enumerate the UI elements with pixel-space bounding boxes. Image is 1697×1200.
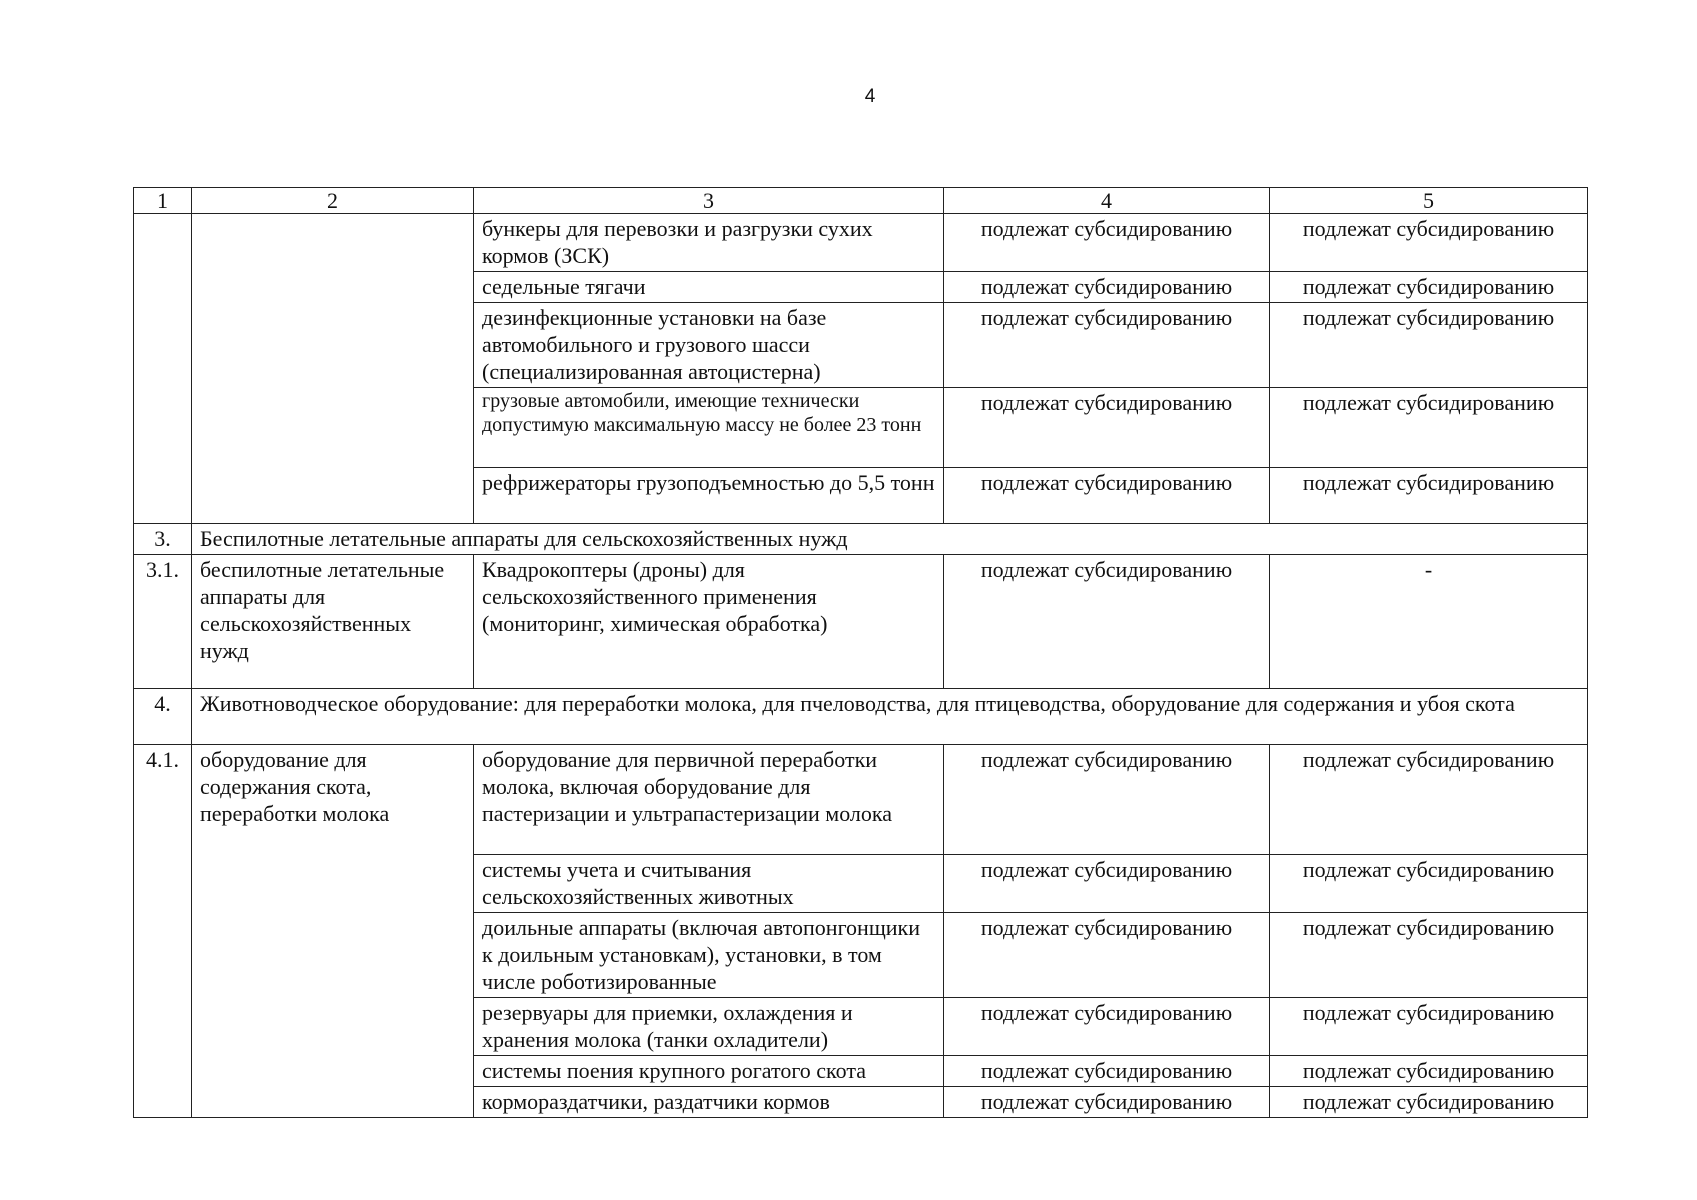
- subsidy-cell-col4: подлежат субсидированию: [944, 998, 1270, 1056]
- subsidy-cell-col4: подлежат субсидированию: [944, 388, 1270, 468]
- subsidy-cell-col5: подлежат субсидированию: [1270, 745, 1588, 855]
- subsidy-cell-col4: подлежат субсидированию: [944, 745, 1270, 855]
- subsidy-cell-col5: подлежат субсидированию: [1270, 388, 1588, 468]
- section-title: Животноводческое оборудование: для переработки молока, для пчеловодства, для птицеводства, оборудование для содержания и убоя скота: [192, 689, 1588, 745]
- equipment-cell: системы поения крупного рогатого скота: [474, 1056, 944, 1087]
- equipment-cell: бункеры для перевозки и разгрузки сухих кормов (ЗСК): [474, 214, 944, 272]
- subsidy-cell-col5: подлежат субсидированию: [1270, 913, 1588, 998]
- header-cell: 5: [1270, 188, 1588, 214]
- page-number: 4: [864, 86, 876, 107]
- subsidy-cell-col5: подлежат субсидированию: [1270, 998, 1588, 1056]
- equipment-cell: оборудование для первичной переработки молока, включая оборудование для пастеризации и ультрапастеризации молока: [474, 745, 944, 855]
- table-row: [134, 745, 1588, 855]
- subsidy-table: [133, 187, 1588, 1118]
- subsidy-cell-col4: подлежат субсидированию: [944, 1087, 1270, 1118]
- subsidy-cell-col4: подлежат субсидированию: [944, 1056, 1270, 1087]
- category-cell: оборудование для содержания скота, переработки молока: [192, 745, 474, 1118]
- equipment-cell: рефрижераторы грузоподъемностью до 5,5 тонн: [474, 468, 944, 524]
- subsidy-cell-col5: -: [1270, 555, 1588, 689]
- section-number: 4.: [134, 689, 192, 745]
- subsidy-cell-col4: подлежат субсидированию: [944, 555, 1270, 689]
- subsidy-cell-col5: подлежат субсидированию: [1270, 303, 1588, 388]
- equipment-cell: Квадрокоптеры (дроны) для сельскохозяйственного применения (мониторинг, химическая обработка): [474, 555, 944, 689]
- section-number: 3.: [134, 524, 192, 555]
- header-cell: 3: [474, 188, 944, 214]
- equipment-cell: резервуары для приемки, охлаждения и хранения молока (танки охладители): [474, 998, 944, 1056]
- header-cell: 2: [192, 188, 474, 214]
- subsidy-cell-col4: подлежат субсидированию: [944, 303, 1270, 388]
- header-cell: 4: [944, 188, 1270, 214]
- item-number: 3.1.: [134, 555, 192, 689]
- empty-number-cell: [134, 214, 192, 524]
- equipment-cell: системы учета и считывания сельскохозяйственных животных: [474, 855, 944, 913]
- empty-category-cell: [192, 214, 474, 524]
- section-row: [134, 524, 1588, 555]
- subsidy-cell-col5: подлежат субсидированию: [1270, 214, 1588, 272]
- subsidy-cell-col5: подлежат субсидированию: [1270, 1087, 1588, 1118]
- subsidy-cell-col4: подлежат субсидированию: [944, 913, 1270, 998]
- section-title: Беспилотные летательные аппараты для сельскохозяйственных нужд: [192, 524, 1588, 555]
- section-row: [134, 689, 1588, 745]
- equipment-cell: грузовые автомобили, имеющие технически допустимую максимальную массу не более 23 тонн: [474, 388, 944, 468]
- subsidy-cell-col5: подлежат субсидированию: [1270, 468, 1588, 524]
- subsidy-cell-col4: подлежат субсидированию: [944, 214, 1270, 272]
- subsidy-cell-col5: подлежат субсидированию: [1270, 855, 1588, 913]
- subsidy-cell-col5: подлежат субсидированию: [1270, 272, 1588, 303]
- equipment-cell: дезинфекционные установки на базе автомобильного и грузового шасси (специализированная автоцистерна): [474, 303, 944, 388]
- equipment-cell: доильные аппараты (включая автопонгонщики к доильным установкам), установки, в том числе роботизированные: [474, 913, 944, 998]
- equipment-cell: кормораздатчики, раздатчики кормов: [474, 1087, 944, 1118]
- header-cell: 1: [134, 188, 192, 214]
- table-row: [134, 555, 1588, 689]
- category-cell: беспилотные летательные аппараты для сельскохозяйственных нужд: [192, 555, 474, 689]
- equipment-cell: седельные тягачи: [474, 272, 944, 303]
- table-row: [134, 214, 1588, 272]
- subsidy-cell-col5: подлежат субсидированию: [1270, 1056, 1588, 1087]
- table-header-row: [134, 188, 1588, 214]
- subsidy-cell-col4: подлежат субсидированию: [944, 272, 1270, 303]
- item-number: 4.1.: [134, 745, 192, 1118]
- subsidy-cell-col4: подлежат субсидированию: [944, 855, 1270, 913]
- subsidy-cell-col4: подлежат субсидированию: [944, 468, 1270, 524]
